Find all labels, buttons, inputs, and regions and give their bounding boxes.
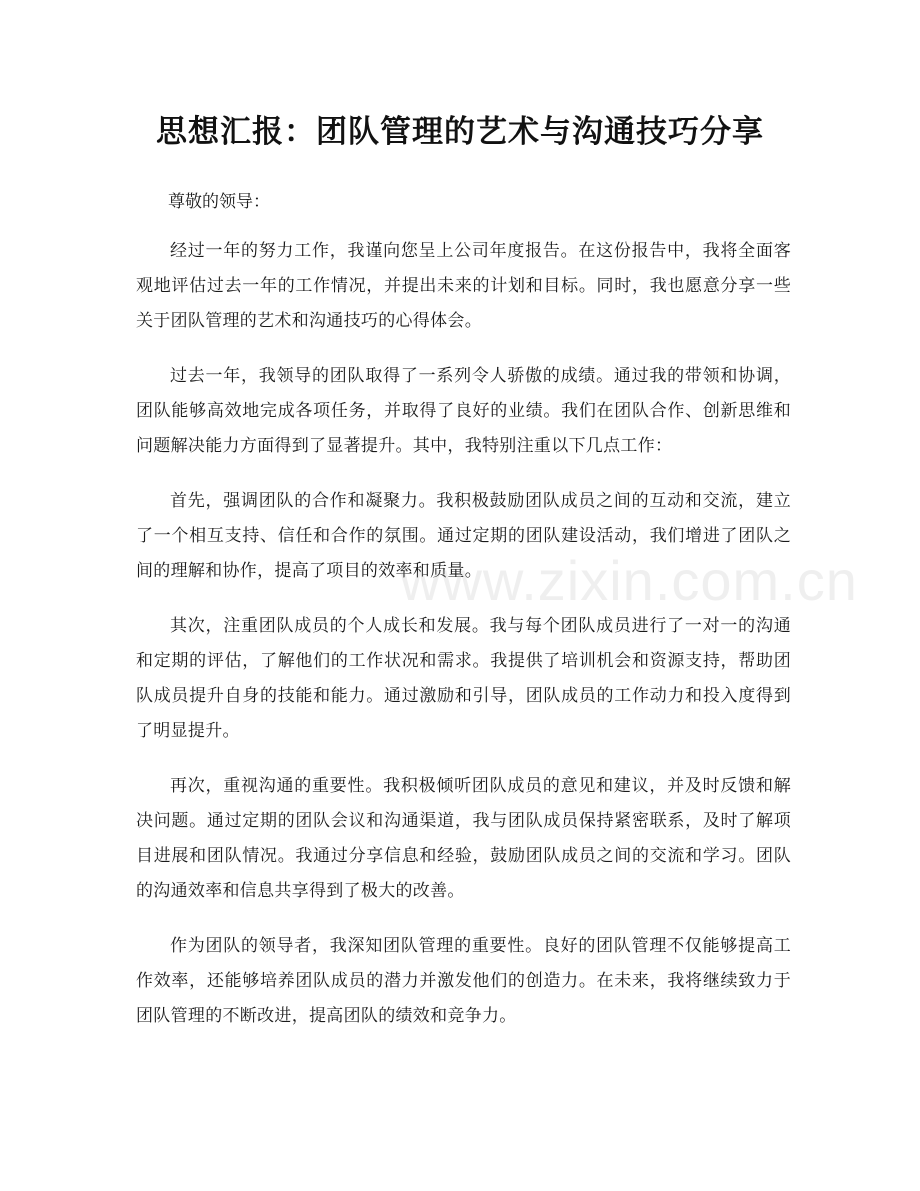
- paragraph-2: 过去一年，我领导的团队取得了一系列令人骄傲的成绩。通过我的带领和协调，团队能够高效地完成各项任务，并取得了良好的业绩。我们在团队合作、创新思维和问题解决能力方面得到了显著提升。其中，我特别注重以下几点工作：: [136, 366, 791, 456]
- paragraph-4: 其次，注重团队成员的个人成长和发展。我与每个团队成员进行了一对一的沟通和定期的评估，了解他们的工作状况和需求。我提供了培训机会和资源支持，帮助团队成员提升自身的技能和能力。通过激励和引导，团队成员的工作动力和投入度得到了明显提升。: [136, 616, 791, 741]
- document-title: 思想汇报：团队管理的艺术与沟通技巧分享: [156, 114, 764, 150]
- salutation: 尊敬的领导：: [168, 192, 270, 212]
- watermark: www.zixin.com.cn: [400, 549, 858, 612]
- paragraph-1: 经过一年的努力工作，我谨向您呈上公司年度报告。在这份报告中，我将全面客观地评估过去一年的工作情况，并提出未来的计划和目标。同时，我也愿意分享一些关于团队管理的艺术和沟通技巧的心得体会。: [136, 241, 791, 331]
- paragraph-5: 再次，重视沟通的重要性。我积极倾听团队成员的意见和建议，并及时反馈和解决问题。通过定期的团队会议和沟通渠道，我与团队成员保持紧密联系，及时了解项目进展和团队情况。我通过分享信息和经验，鼓励团队成员之间的交流和学习。团队的沟通效率和信息共享得到了极大的改善。: [136, 776, 791, 901]
- paragraph-6: 作为团队的领导者，我深知团队管理的重要性。良好的团队管理不仅能够提高工作效率，还能够培养团队成员的潜力并激发他们的创造力。在未来，我将继续致力于团队管理的不断改进，提高团队的绩效和竞争力。: [136, 936, 791, 1026]
- document-body: [136, 234, 791, 1054]
- paragraph-3: 首先，强调团队的合作和凝聚力。我积极鼓励团队成员之间的互动和交流，建立了一个相互支持、信任和合作的氛围。通过定期的团队建设活动，我们增进了团队之间的理解和协作，提高了项目的效率和质量。: [136, 491, 791, 581]
